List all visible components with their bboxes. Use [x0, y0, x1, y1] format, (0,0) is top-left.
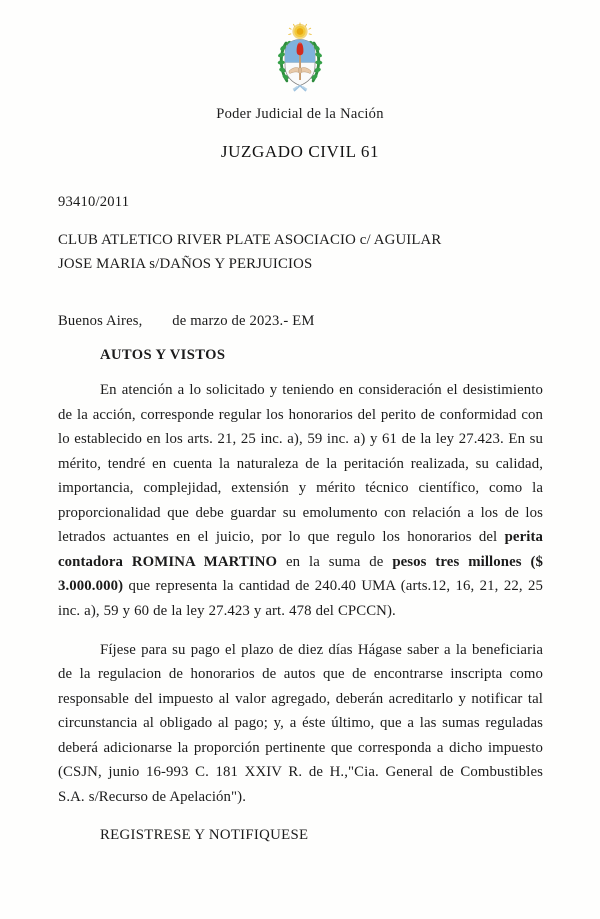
court-name: JUZGADO CIVIL 61: [220, 142, 380, 161]
paragraph-payment-terms: Fíjese para su pago el plazo de diez días Hágase saber a la beneficiaria de la regulacion de honorarios de autos que de encontrarse inscripta como responsable del impuesto al valor agregado, deberán acreditarlo y notificar tal circunstancia al obligado al pago; y, a éste último, que a las sumas reguladas deberá adicionarse la proporción pertinente que corresponda a dicho impuesto (CSJN, junio 16-993 C. 181 XXIV R. de H.,"Cia. General de Combustibles S.A. s/Recurso de Apelación").: [58, 641, 543, 805]
case-number: 93410/2011: [58, 194, 130, 210]
caption-line: JOSE MARIA s/DAÑOS Y PERJUICIOS: [58, 255, 313, 272]
emblem-container: [0, 0, 600, 96]
expert-name-emphasis: perita contadora ROMINA MARTINO: [58, 529, 543, 570]
fee-amount-emphasis: pesos tres millones ($ 3.000.000): [58, 553, 543, 595]
organization-name: Poder Judicial de la Nación: [216, 106, 384, 122]
date-label: de marzo de 2023.- EM: [172, 312, 315, 329]
autos-y-vistos-heading: AUTOS Y VISTOS: [100, 346, 226, 363]
place-label: Buenos Aires,: [58, 312, 143, 329]
closing-order: REGISTRESE Y NOTIFIQUESE: [100, 826, 309, 843]
paragraph-fee-regulation: [58, 378, 543, 624]
argentina-coat-of-arms-icon: [274, 22, 326, 96]
caption-line: CLUB ATLETICO RIVER PLATE ASOCIACIO c/ AGUILAR: [58, 232, 442, 248]
case-caption: [58, 229, 543, 277]
document-body: [58, 194, 543, 844]
para1-segment-3: que representa la cantidad de 240.40 UMA (arts.12, 16, 21, 22, 25 inc. a), 59 y 60 de la ley 27.423 y art. 478 del CPCCN).: [58, 578, 543, 619]
para1-segment-2: en la suma de: [277, 553, 393, 570]
place-and-date: [58, 313, 543, 330]
para1-segment-1: En atención a lo solicitado y teniendo en consideración el desistimiento de la acción, corresponde regular los honorarios del perito de conformidad con lo establecido en los arts. 21, 25 inc. a), 59 inc. a) y 61 de la ley 27.423. En su mérito, tendré en cuenta la naturaleza de la peritación realizada, su calidad, importancia, complejidad, extensión y mérito técnico científico, como la proporcionalidad que debe guardar su emolumento con relación a los de los letrados actuantes en el juicio, por lo que regulo los honorarios del: [58, 381, 543, 546]
